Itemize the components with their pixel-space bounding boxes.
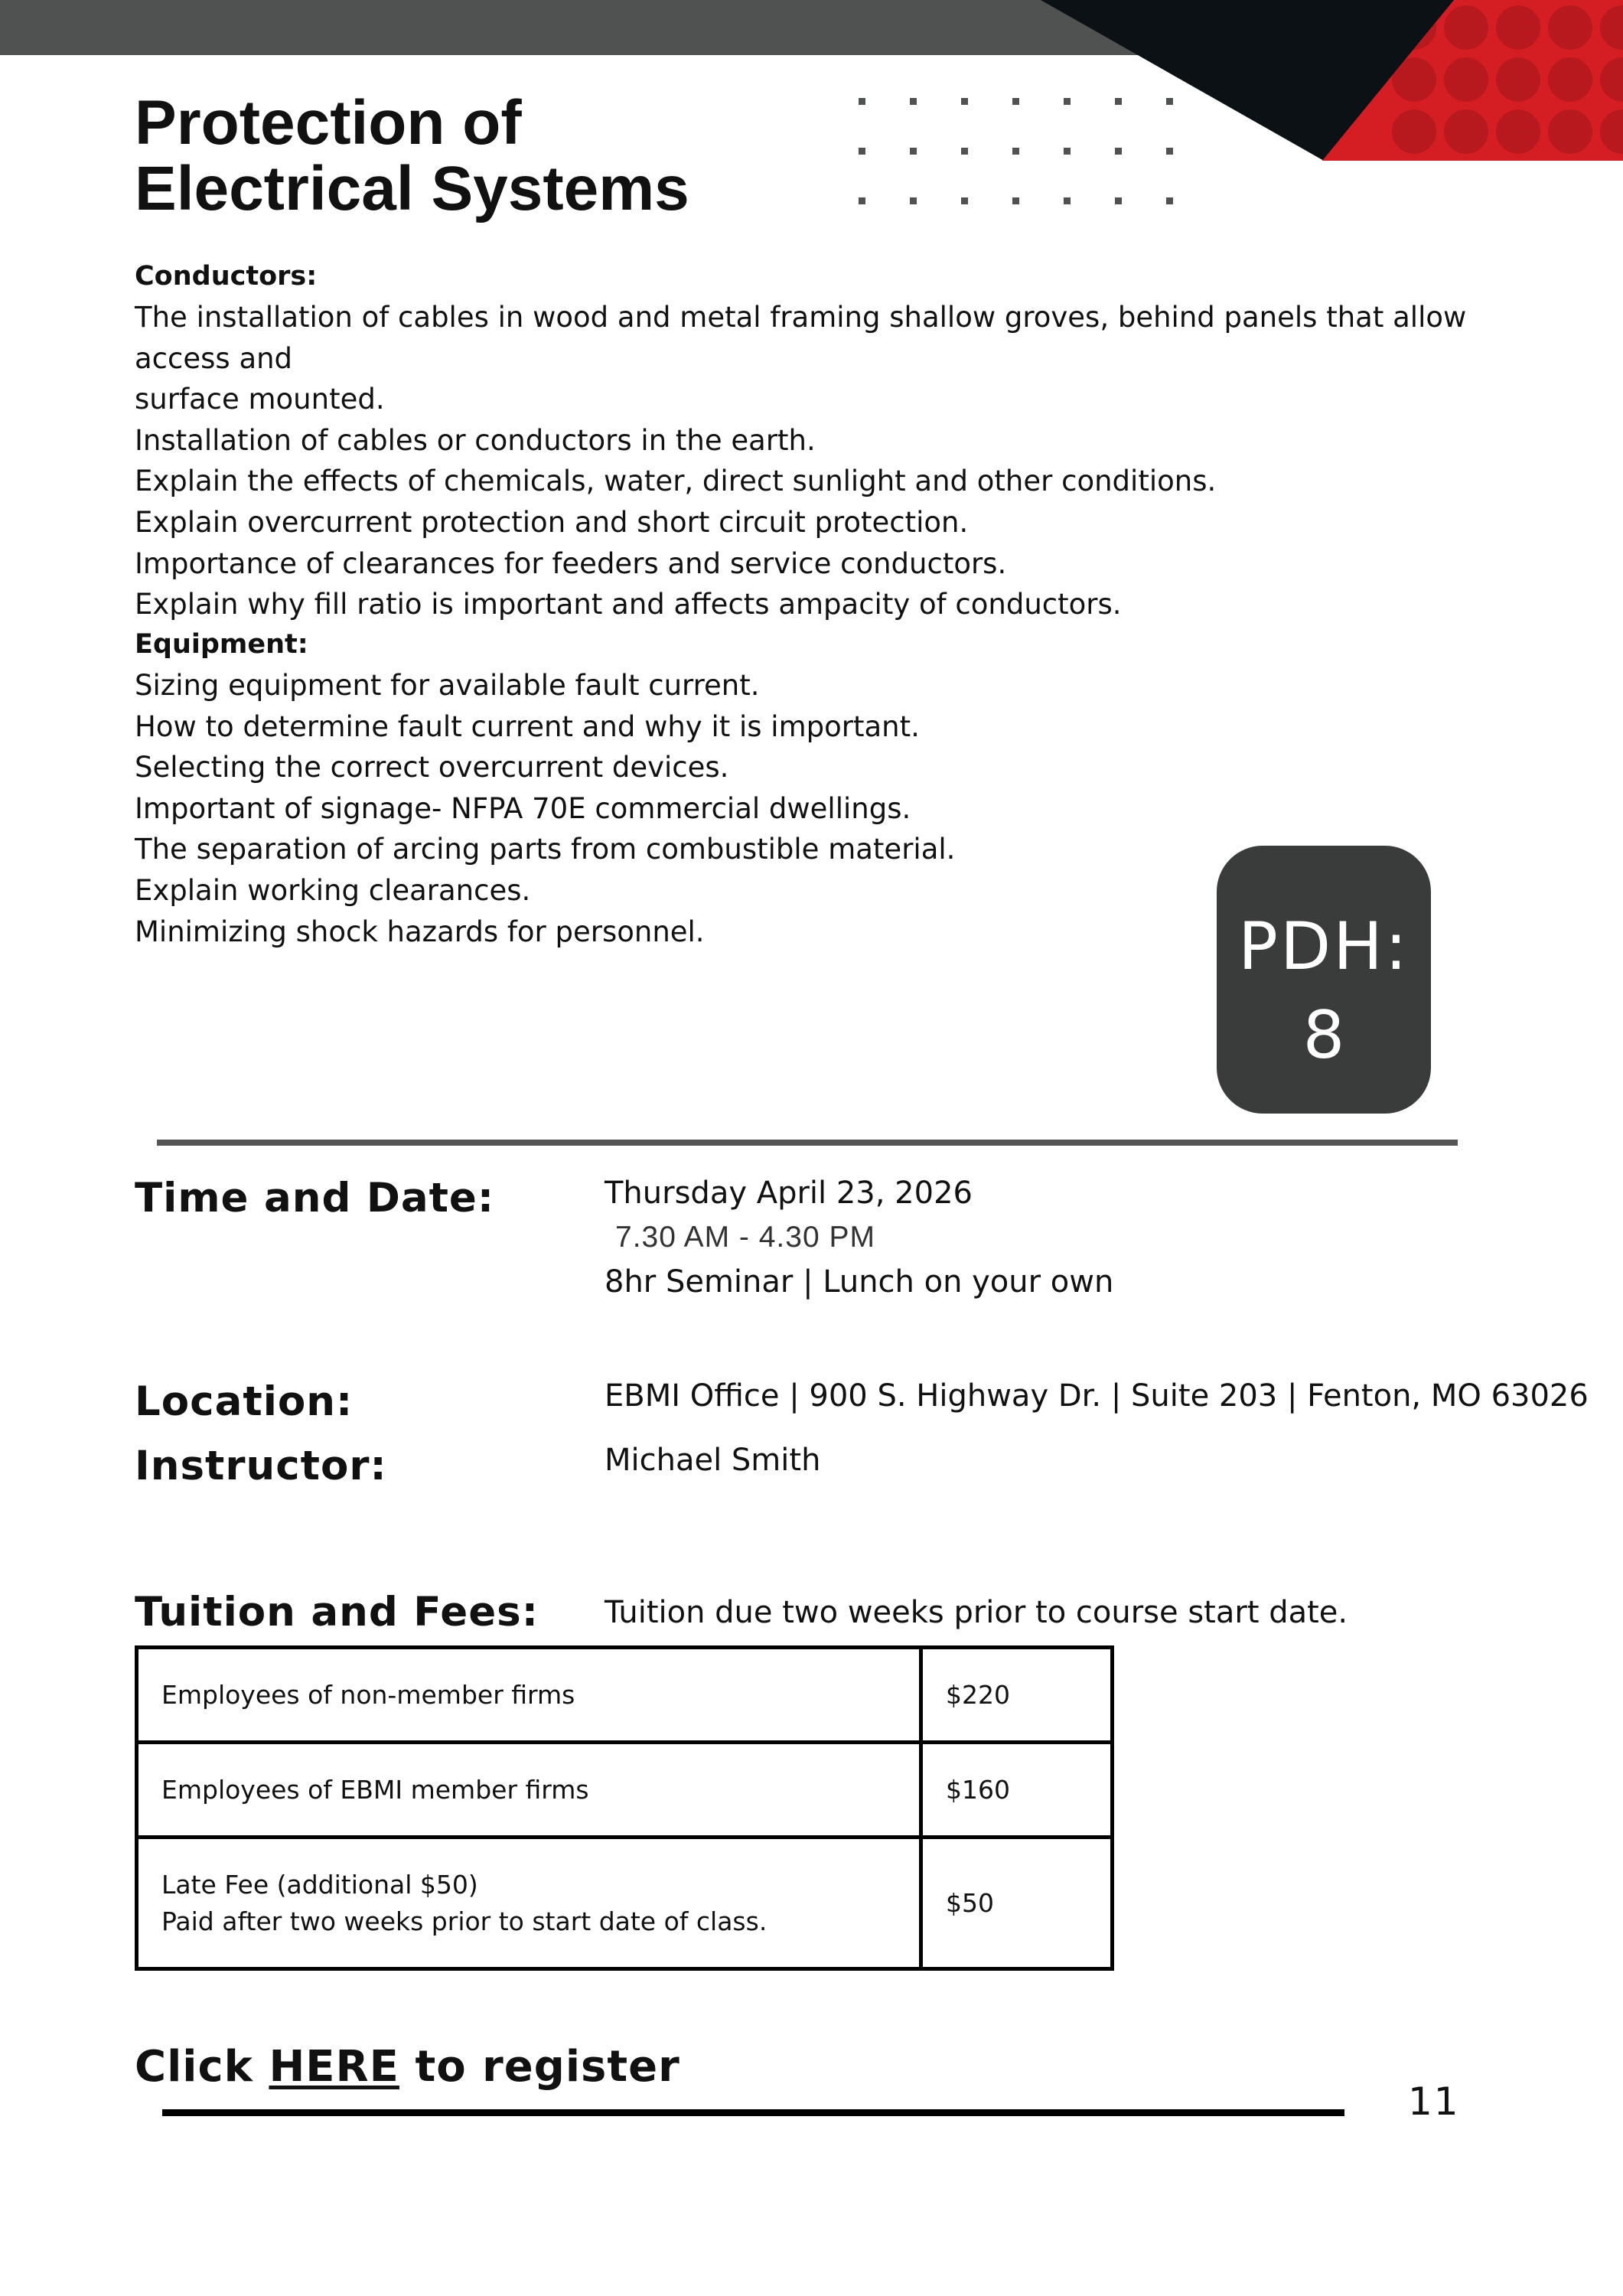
page-title-line-2: Electrical Systems <box>135 154 689 223</box>
equipment-line: Important of signage- NFPA 70E commercial dwellings. <box>135 791 911 825</box>
header-gray-band <box>0 0 1148 55</box>
conductors-line: Explain why fill ratio is important and affects ampacity of conductors. <box>135 588 1122 621</box>
equipment-line: Explain working clearances. <box>135 873 531 907</box>
table-row <box>137 1743 1113 1838</box>
equipment-line: Minimizing shock hazards for personnel. <box>135 915 705 948</box>
table-row <box>137 1838 1113 1969</box>
section-divider <box>157 1140 1458 1146</box>
location-value: EBMI Office | 900 S. Highway Dr. | Suite 203 | Fenton, MO 63026 <box>605 1378 1589 1414</box>
page-title-line-1: Protection of <box>135 88 522 158</box>
fee-description-line: Employees of EBMI member firms <box>161 1774 589 1805</box>
pdh-label: PDH: <box>1238 908 1410 985</box>
table-row <box>137 1648 1113 1743</box>
register-link[interactable]: HERE <box>269 2042 399 2092</box>
page-title <box>135 90 689 222</box>
conductors-section <box>135 256 1527 625</box>
fees-table <box>135 1645 1114 1971</box>
equipment-line: Sizing equipment for available fault current. <box>135 669 760 702</box>
event-time: 7.30 AM - 4.30 PM <box>615 1221 875 1254</box>
conductors-line: Explain overcurrent protection and short circuit protection. <box>135 505 969 539</box>
footer-divider <box>162 2109 1344 2116</box>
time-date-info <box>605 1171 1113 1304</box>
equipment-line: Selecting the correct overcurrent devices. <box>135 751 729 784</box>
event-date: Thursday April 23, 2026 <box>605 1176 973 1211</box>
conductors-line: surface mounted. <box>135 383 385 416</box>
fee-description-line: Paid after two weeks prior to start date of class. <box>161 1906 768 1936</box>
equipment-heading: Equipment: <box>135 629 308 660</box>
event-details: 8hr Seminar | Lunch on your own <box>605 1264 1114 1300</box>
fee-description-line: Employees of non-member firms <box>161 1679 575 1710</box>
conductors-list <box>135 297 1527 625</box>
fee-price: $160 <box>921 1743 1113 1838</box>
equipment-line: How to determine fault current and why it is important. <box>135 709 920 743</box>
tuition-label: Tuition and Fees: <box>135 1589 539 1636</box>
fee-description-line: Late Fee (additional $50) <box>161 1869 478 1900</box>
conductors-line: Installation of cables or conductors in the earth. <box>135 423 816 457</box>
fee-description <box>137 1648 921 1743</box>
equipment-line: The separation of arcing parts from combustible material. <box>135 833 956 866</box>
fee-description <box>137 1743 921 1838</box>
time-date-label: Time and Date: <box>135 1175 495 1221</box>
location-label: Location: <box>135 1378 354 1425</box>
instructor-label: Instructor: <box>135 1443 387 1489</box>
fee-description <box>137 1838 921 1969</box>
register-cta <box>135 2042 680 2092</box>
instructor-value: Michael Smith <box>605 1443 821 1478</box>
conductors-heading: Conductors: <box>135 261 318 292</box>
tuition-note: Tuition due two weeks prior to course start date. <box>605 1595 1348 1630</box>
pdh-badge <box>1217 846 1431 1114</box>
dot-grid-decoration <box>849 92 1186 214</box>
conductors-line: Importance of clearances for feeders and service conductors. <box>135 546 1007 580</box>
fee-price: $50 <box>921 1838 1113 1969</box>
fee-price: $220 <box>921 1648 1113 1743</box>
conductors-line: Explain the effects of chemicals, water, direct sunlight and other conditions. <box>135 465 1217 498</box>
register-suffix: to register <box>415 2042 680 2092</box>
page-number: 11 <box>1408 2079 1460 2124</box>
conductors-line: The installation of cables in wood and metal framing shallow groves, behind panels that allow access and <box>135 301 1467 375</box>
register-prefix: Click <box>135 2042 253 2092</box>
pdh-value: 8 <box>1302 997 1345 1074</box>
